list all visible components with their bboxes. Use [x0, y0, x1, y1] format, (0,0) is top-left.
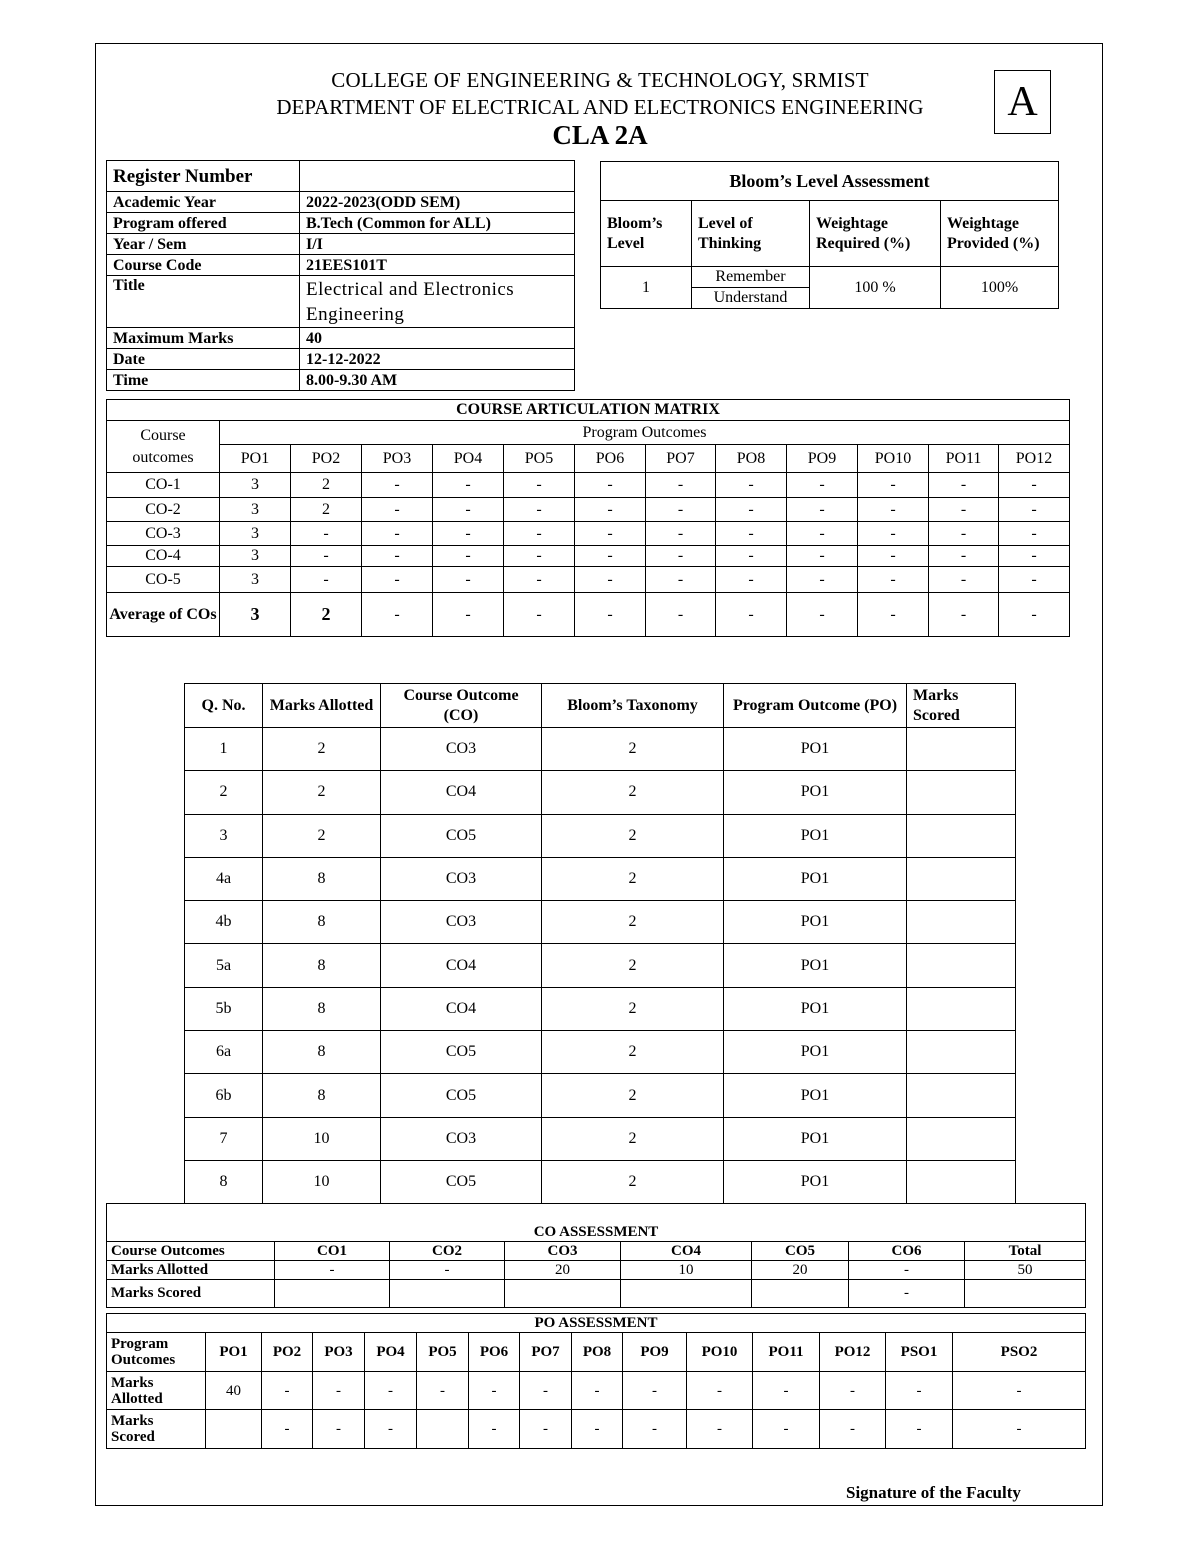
- po-allotted-cell: -: [623, 1372, 687, 1410]
- po-scored-cell: -: [753, 1410, 820, 1449]
- matrix-value-cell: -: [504, 522, 575, 546]
- matrix-title: COURSE ARTICULATION MATRIX: [107, 400, 1070, 421]
- po-header-cell: PO12: [999, 445, 1070, 473]
- po-scored-cell: -: [953, 1410, 1086, 1449]
- question-cell: 2: [542, 1117, 724, 1160]
- question-row: [185, 814, 1016, 857]
- title-label: Title: [107, 276, 300, 328]
- po-col-header: PO5: [417, 1333, 469, 1372]
- question-header-cell: Course Outcome (CO): [381, 684, 542, 728]
- po-header-cell: PO8: [716, 445, 787, 473]
- question-header-cell: Marks Allotted: [263, 684, 381, 728]
- po-row-label: Marks Scored: [107, 1410, 206, 1449]
- question-cell: 2: [263, 814, 381, 857]
- level-thinking-header: Level of Thinking: [692, 201, 810, 267]
- question-cell: [907, 1074, 1016, 1117]
- question-row: [185, 987, 1016, 1030]
- matrix-value-cell: -: [362, 522, 433, 546]
- weightage-required-value: 100 %: [810, 267, 941, 309]
- po-col-header: PO11: [753, 1333, 820, 1372]
- question-cell: PO1: [724, 1074, 907, 1117]
- date-label: Date: [107, 349, 300, 370]
- bloom-level-header: Bloom’s Level: [601, 201, 692, 267]
- co-assessment-title: CO ASSESSMENT: [107, 1204, 1086, 1242]
- question-cell: [907, 771, 1016, 814]
- matrix-row: [107, 567, 1070, 593]
- matrix-value-cell: -: [433, 498, 504, 522]
- matrix-row: [107, 498, 1070, 522]
- average-value-cell: -: [999, 593, 1070, 637]
- po-allotted-cell: -: [520, 1372, 572, 1410]
- matrix-value-cell: -: [716, 522, 787, 546]
- po-allotted-cell: -: [417, 1372, 469, 1410]
- matrix-value-cell: -: [504, 473, 575, 498]
- po-assessment-table: [106, 1313, 1086, 1449]
- matrix-row: [107, 546, 1070, 567]
- question-row: [185, 857, 1016, 900]
- question-cell: 8: [263, 857, 381, 900]
- matrix-value-cell: -: [575, 522, 646, 546]
- question-cell: 3: [185, 814, 263, 857]
- question-row: [185, 1117, 1016, 1160]
- co-col-header: CO6: [849, 1242, 965, 1261]
- question-cell: PO1: [724, 987, 907, 1030]
- department-name: DEPARTMENT OF ELECTRICAL AND ELECTRONICS ENGINEERING: [276, 95, 924, 119]
- question-cell: PO1: [724, 1160, 907, 1203]
- program-value: B.Tech (Common for ALL): [300, 213, 575, 234]
- question-cell: [907, 1160, 1016, 1203]
- question-cell: 2: [263, 728, 381, 771]
- question-cell: 10: [263, 1160, 381, 1203]
- code-value: 21EES101T: [300, 255, 575, 276]
- co-row-label: Course Outcomes: [107, 1242, 275, 1261]
- matrix-value-cell: 2: [291, 498, 362, 522]
- matrix-value-cell: -: [575, 546, 646, 567]
- matrix-value-cell: -: [787, 567, 858, 593]
- question-cell: 8: [263, 1031, 381, 1074]
- question-cell: [907, 1031, 1016, 1074]
- yearsem-value: I/I: [300, 234, 575, 255]
- po-header-cell: PO5: [504, 445, 575, 473]
- question-cell: 2: [542, 901, 724, 944]
- matrix-value-cell: 2: [291, 473, 362, 498]
- co-label-cell: CO-1: [107, 473, 220, 498]
- po-allotted-cell: -: [469, 1372, 520, 1410]
- matrix-value-cell: -: [291, 522, 362, 546]
- average-value-cell: -: [575, 593, 646, 637]
- question-cell: CO3: [381, 901, 542, 944]
- po-scored-cell: -: [687, 1410, 753, 1449]
- co-col-header: CO1: [275, 1242, 390, 1261]
- question-cell: CO5: [381, 814, 542, 857]
- yearsem-label: Year / Sem: [107, 234, 300, 255]
- po-header-cell: PO1: [220, 445, 291, 473]
- matrix-value-cell: -: [858, 473, 929, 498]
- co-scored-cell: [621, 1280, 752, 1308]
- matrix-value-cell: -: [646, 546, 716, 567]
- po-col-header: PO1: [206, 1333, 262, 1372]
- question-cell: 6b: [185, 1074, 263, 1117]
- average-value-cell: -: [716, 593, 787, 637]
- po-col-header: PO4: [365, 1333, 417, 1372]
- po-header-cell: PO6: [575, 445, 646, 473]
- question-cell: 8: [263, 901, 381, 944]
- po-scored-cell: -: [886, 1410, 953, 1449]
- question-row: [185, 901, 1016, 944]
- matrix-value-cell: -: [646, 473, 716, 498]
- question-cell: 2: [542, 1160, 724, 1203]
- po-col-header: PSO2: [953, 1333, 1086, 1372]
- average-value-cell: -: [858, 593, 929, 637]
- question-cell: 5b: [185, 987, 263, 1030]
- matrix-value-cell: -: [999, 567, 1070, 593]
- question-cell: PO1: [724, 814, 907, 857]
- question-cell: CO5: [381, 1074, 542, 1117]
- matrix-value-cell: -: [504, 567, 575, 593]
- matrix-value-cell: -: [646, 567, 716, 593]
- question-cell: 2: [542, 1074, 724, 1117]
- co-allotted-cell: 20: [752, 1261, 849, 1280]
- po-scored-cell: -: [520, 1410, 572, 1449]
- matrix-value-cell: -: [999, 522, 1070, 546]
- thinking-understand: Understand: [692, 288, 810, 309]
- weightage-provided-value: 100%: [941, 267, 1059, 309]
- co-scored-cell: [390, 1280, 505, 1308]
- question-row: [185, 1031, 1016, 1074]
- question-cell: 8: [263, 987, 381, 1030]
- question-header-cell: Marks Scored: [907, 684, 1016, 728]
- po-allotted-cell: -: [313, 1372, 365, 1410]
- po-col-header: PO2: [262, 1333, 313, 1372]
- matrix-value-cell: -: [716, 546, 787, 567]
- question-cell: 4a: [185, 857, 263, 900]
- matrix-value-cell: -: [716, 498, 787, 522]
- college-name: COLLEGE OF ENGINEERING & TECHNOLOGY, SRMIST: [331, 68, 869, 92]
- max-value: 40: [300, 328, 575, 349]
- po-scored-cell: -: [623, 1410, 687, 1449]
- question-row: [185, 1074, 1016, 1117]
- question-cell: [907, 857, 1016, 900]
- thinking-remember: Remember: [692, 267, 810, 288]
- matrix-value-cell: -: [787, 546, 858, 567]
- question-cell: 5a: [185, 944, 263, 987]
- matrix-value-cell: -: [716, 567, 787, 593]
- matrix-value-cell: -: [858, 567, 929, 593]
- question-cell: 2: [542, 987, 724, 1030]
- question-set-box: A: [994, 70, 1051, 134]
- matrix-value-cell: -: [858, 522, 929, 546]
- question-cell: PO1: [724, 1117, 907, 1160]
- matrix-value-cell: 3: [220, 522, 291, 546]
- question-header-cell: Bloom’s Taxonomy: [542, 684, 724, 728]
- code-label: Course Code: [107, 255, 300, 276]
- co-col-header: CO5: [752, 1242, 849, 1261]
- question-cell: CO5: [381, 1160, 542, 1203]
- program-outcomes-header: Program Outcomes: [220, 421, 1070, 445]
- matrix-value-cell: -: [999, 546, 1070, 567]
- po-scored-cell: -: [262, 1410, 313, 1449]
- average-cos-label: Average of COs: [107, 593, 220, 637]
- matrix-value-cell: -: [575, 473, 646, 498]
- max-label: Maximum Marks: [107, 328, 300, 349]
- time-label: Time: [107, 370, 300, 391]
- question-cell: 8: [263, 944, 381, 987]
- matrix-value-cell: -: [575, 498, 646, 522]
- po-scored-cell: -: [572, 1410, 623, 1449]
- question-cell: PO1: [724, 771, 907, 814]
- matrix-value-cell: -: [929, 522, 999, 546]
- question-cell: [907, 1117, 1016, 1160]
- matrix-value-cell: 3: [220, 473, 291, 498]
- weightage-required-header: Weightage Required (%): [810, 201, 941, 267]
- question-cell: CO5: [381, 1031, 542, 1074]
- average-value-cell: -: [362, 593, 433, 637]
- average-value-cell: 2: [291, 593, 362, 637]
- question-cell: PO1: [724, 944, 907, 987]
- matrix-value-cell: -: [362, 498, 433, 522]
- question-cell: [907, 944, 1016, 987]
- question-cell: PO1: [724, 901, 907, 944]
- co-allotted-cell: 50: [965, 1261, 1086, 1280]
- po-col-header: PO10: [687, 1333, 753, 1372]
- question-row: [185, 728, 1016, 771]
- po-scored-cell: [206, 1410, 262, 1449]
- po-row-label: Marks Allotted: [107, 1372, 206, 1410]
- matrix-value-cell: -: [787, 522, 858, 546]
- po-col-header: PSO1: [886, 1333, 953, 1372]
- matrix-value-cell: -: [646, 522, 716, 546]
- question-cell: [907, 814, 1016, 857]
- po-col-header: PO6: [469, 1333, 520, 1372]
- matrix-value-cell: -: [362, 546, 433, 567]
- faculty-signature-label: Signature of the Faculty: [846, 1483, 1021, 1502]
- matrix-value-cell: -: [787, 498, 858, 522]
- co-col-header: CO2: [390, 1242, 505, 1261]
- question-row: [185, 944, 1016, 987]
- co-scored-cell: [752, 1280, 849, 1308]
- matrix-value-cell: -: [504, 498, 575, 522]
- co-allotted-cell: -: [849, 1261, 965, 1280]
- matrix-value-cell: 3: [220, 498, 291, 522]
- question-row: [185, 771, 1016, 814]
- question-cell: 2: [542, 771, 724, 814]
- matrix-value-cell: -: [646, 498, 716, 522]
- register-label: Register Number: [107, 161, 300, 192]
- po-header-cell: PO7: [646, 445, 716, 473]
- title-value: Electrical and Electronics Engineering: [300, 276, 575, 328]
- po-allotted-cell: -: [820, 1372, 886, 1410]
- question-cell: 2: [542, 1031, 724, 1074]
- bloom-title: Bloom’s Level Assessment: [601, 162, 1059, 201]
- matrix-value-cell: -: [929, 567, 999, 593]
- exam-info-table: [106, 160, 575, 391]
- po-scored-cell: -: [469, 1410, 520, 1449]
- date-value: 12-12-2022: [300, 349, 575, 370]
- question-header-cell: Q. No.: [185, 684, 263, 728]
- co-label-cell: CO-3: [107, 522, 220, 546]
- bloom-level-value: 1: [601, 267, 692, 309]
- question-cell: CO4: [381, 771, 542, 814]
- average-value-cell: -: [787, 593, 858, 637]
- average-value-cell: -: [504, 593, 575, 637]
- po-assessment-title: PO ASSESSMENT: [107, 1314, 1086, 1333]
- po-allotted-cell: -: [365, 1372, 417, 1410]
- question-mapping-table: [184, 683, 1016, 1204]
- question-cell: PO1: [724, 728, 907, 771]
- register-value: [300, 161, 575, 192]
- question-cell: CO3: [381, 857, 542, 900]
- matrix-value-cell: -: [929, 498, 999, 522]
- bloom-level-table: [600, 161, 1059, 309]
- question-cell: [907, 901, 1016, 944]
- matrix-value-cell: -: [362, 567, 433, 593]
- question-cell: 2: [542, 857, 724, 900]
- matrix-value-cell: -: [929, 473, 999, 498]
- question-cell: 2: [185, 771, 263, 814]
- co-row-label: Marks Allotted: [107, 1261, 275, 1280]
- question-cell: CO3: [381, 1117, 542, 1160]
- co-label-cell: CO-4: [107, 546, 220, 567]
- question-cell: 2: [263, 771, 381, 814]
- co-allotted-cell: -: [390, 1261, 505, 1280]
- question-cell: 1: [185, 728, 263, 771]
- question-cell: 2: [542, 728, 724, 771]
- matrix-value-cell: -: [999, 498, 1070, 522]
- year-label: Academic Year: [107, 192, 300, 213]
- co-assessment-table: [106, 1203, 1086, 1308]
- question-cell: 6a: [185, 1031, 263, 1074]
- co-scored-cell: [965, 1280, 1086, 1308]
- question-cell: CO3: [381, 728, 542, 771]
- question-cell: 8: [263, 1074, 381, 1117]
- matrix-value-cell: -: [504, 546, 575, 567]
- course-articulation-matrix: [106, 399, 1070, 637]
- po-allotted-cell: -: [753, 1372, 820, 1410]
- po-header-cell: PO4: [433, 445, 504, 473]
- po-header-cell: PO9: [787, 445, 858, 473]
- po-scored-cell: [417, 1410, 469, 1449]
- co-row-label: Marks Scored: [107, 1280, 275, 1308]
- co-allotted-cell: 20: [505, 1261, 621, 1280]
- po-scored-cell: -: [313, 1410, 365, 1449]
- po-header-cell: PO3: [362, 445, 433, 473]
- co-col-header: Total: [965, 1242, 1086, 1261]
- course-outcomes-header: Course outcomes: [107, 421, 220, 473]
- matrix-value-cell: -: [433, 522, 504, 546]
- po-allotted-cell: -: [262, 1372, 313, 1410]
- po-col-header: PO12: [820, 1333, 886, 1372]
- question-cell: CO4: [381, 944, 542, 987]
- po-allotted-cell: -: [953, 1372, 1086, 1410]
- matrix-value-cell: -: [291, 567, 362, 593]
- matrix-row: [107, 473, 1070, 498]
- matrix-value-cell: -: [575, 567, 646, 593]
- po-allotted-cell: 40: [206, 1372, 262, 1410]
- question-cell: 2: [542, 814, 724, 857]
- matrix-value-cell: -: [291, 546, 362, 567]
- po-col-header: PO3: [313, 1333, 365, 1372]
- average-value-cell: -: [433, 593, 504, 637]
- co-scored-cell: [275, 1280, 390, 1308]
- po-col-header: PO7: [520, 1333, 572, 1372]
- po-allotted-cell: -: [572, 1372, 623, 1410]
- co-scored-cell: [505, 1280, 621, 1308]
- year-value: 2022-2023(ODD SEM): [300, 192, 575, 213]
- matrix-value-cell: -: [929, 546, 999, 567]
- question-cell: [907, 728, 1016, 771]
- question-row: [185, 1160, 1016, 1203]
- matrix-value-cell: 3: [220, 546, 291, 567]
- question-cell: 8: [185, 1160, 263, 1203]
- matrix-value-cell: -: [433, 473, 504, 498]
- matrix-value-cell: -: [858, 546, 929, 567]
- question-cell: 10: [263, 1117, 381, 1160]
- matrix-value-cell: -: [787, 473, 858, 498]
- po-scored-cell: -: [820, 1410, 886, 1449]
- average-value-cell: -: [929, 593, 999, 637]
- po-col-header: PO8: [572, 1333, 623, 1372]
- matrix-value-cell: -: [362, 473, 433, 498]
- average-value-cell: -: [646, 593, 716, 637]
- average-value-cell: 3: [220, 593, 291, 637]
- matrix-value-cell: -: [433, 546, 504, 567]
- question-cell: [907, 987, 1016, 1030]
- po-col-header: PO9: [623, 1333, 687, 1372]
- weightage-provided-header: Weightage Provided (%): [941, 201, 1059, 267]
- question-cell: CO4: [381, 987, 542, 1030]
- co-label-cell: CO-5: [107, 567, 220, 593]
- co-allotted-cell: -: [275, 1261, 390, 1280]
- matrix-value-cell: -: [433, 567, 504, 593]
- po-row-label: Program Outcomes: [107, 1333, 206, 1372]
- po-allotted-cell: -: [687, 1372, 753, 1410]
- question-cell: 2: [542, 944, 724, 987]
- matrix-value-cell: 3: [220, 567, 291, 593]
- po-allotted-cell: -: [886, 1372, 953, 1410]
- question-cell: 4b: [185, 901, 263, 944]
- matrix-value-cell: -: [858, 498, 929, 522]
- question-header-cell: Program Outcome (PO): [724, 684, 907, 728]
- co-scored-cell: -: [849, 1280, 965, 1308]
- program-label: Program offered: [107, 213, 300, 234]
- po-header-cell: PO11: [929, 445, 999, 473]
- matrix-row: [107, 522, 1070, 546]
- co-col-header: CO3: [505, 1242, 621, 1261]
- matrix-value-cell: -: [999, 473, 1070, 498]
- po-scored-cell: -: [365, 1410, 417, 1449]
- co-label-cell: CO-2: [107, 498, 220, 522]
- po-header-cell: PO10: [858, 445, 929, 473]
- time-value: 8.00-9.30 AM: [300, 370, 575, 391]
- matrix-value-cell: -: [716, 473, 787, 498]
- co-col-header: CO4: [621, 1242, 752, 1261]
- exam-title: CLA 2A: [552, 120, 648, 150]
- question-cell: PO1: [724, 1031, 907, 1074]
- po-header-cell: PO2: [291, 445, 362, 473]
- question-cell: PO1: [724, 857, 907, 900]
- question-cell: 7: [185, 1117, 263, 1160]
- co-allotted-cell: 10: [621, 1261, 752, 1280]
